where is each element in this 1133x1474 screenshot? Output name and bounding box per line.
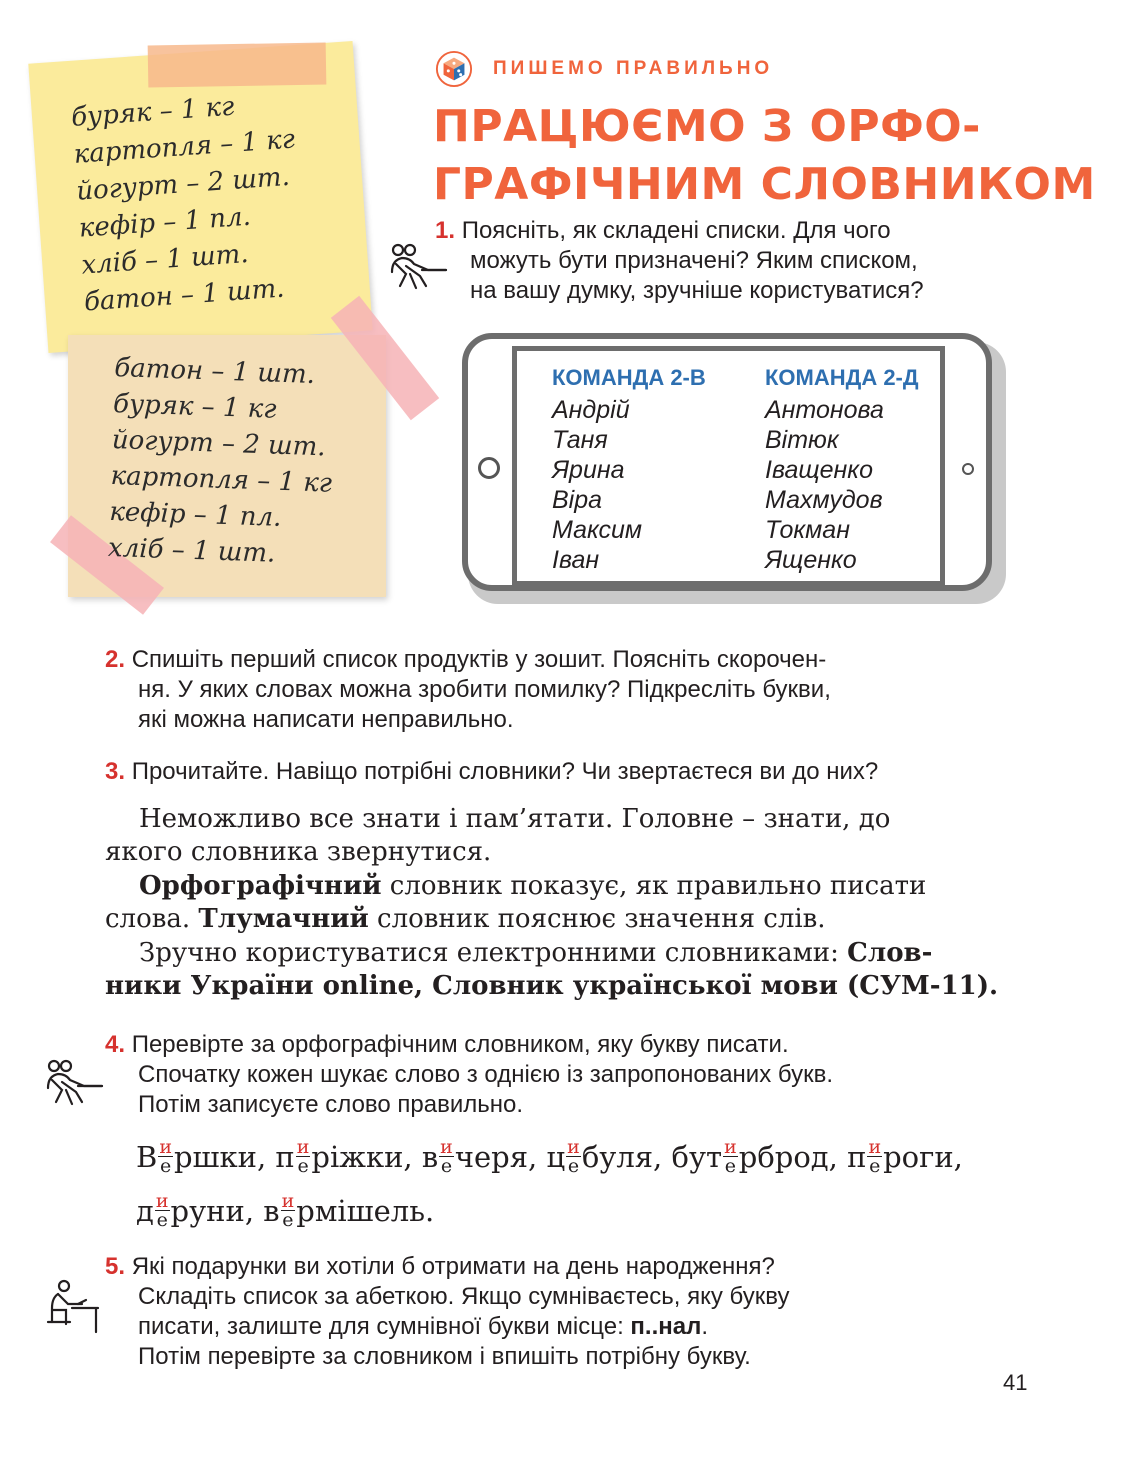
word: в $\frac{и}{е}$ черя, [421,1135,538,1177]
task-text: Прочитайте. Навіщо потрібні словники? Чи звертаєтеся ви до них? [131,758,879,785]
passage-line: ники України online, Словник української мови (СУМ-11). [105,971,999,1001]
team-member: Таня [552,426,608,454]
task-text: ня. У яких словах можна зробити помилку? Підкресліть букви, [138,676,831,703]
team-list-2d [765,365,919,575]
team-member: Максим [552,516,643,544]
term-explanatory: Тлумачний [198,904,369,934]
list-item: буряк – 1 кг [112,388,277,425]
task-text: можуть бути призначені? Яким списком, [470,247,918,274]
list-item: хліб – 1 шт. [80,238,250,281]
spelling-exercise-words [136,1135,963,1248]
title-line: ПРАЦЮЄМО З ОРФО- [433,101,981,152]
task-text: які можна написати неправильно. [138,706,514,733]
team-member: Іван [552,546,600,574]
list-item: батон – 1 шт. [83,273,286,318]
word: в $\frac{и}{е}$ рмішель. [263,1189,435,1231]
task-text: Потім перевірте за словником і впишіть потрібну букву. [138,1343,751,1370]
list-item: картопля – 1 кг [72,124,296,170]
task-text: Потім записуєте слово правильно. [138,1091,524,1118]
list-item: йогурт – 2 шт. [75,161,291,207]
list-item: кефір – 1 пл. [77,201,252,244]
home-button-icon [478,457,500,479]
task-number: 1. [435,217,456,244]
list-item: хліб – 1 шт. [107,532,276,569]
reading-passage [105,803,1035,1003]
task-text: Поясніть, як складені списки. Для чого [461,217,891,244]
task-2 [105,645,1035,735]
team-member: Ященко [765,546,857,574]
passage-line: слова. Тлумачний словник пояснює значення слів. [105,904,826,934]
team-list-2v [552,365,706,575]
task-text: Перевірте за орфографічним словником, яку букву писати. [131,1031,789,1058]
words-line [136,1189,963,1248]
team-member: Токман [765,516,850,544]
shopping-list-unsorted [70,85,306,322]
passage-line: Неможливо все знати і пам’ятати. Головне – знати, до [139,804,891,834]
team-member: Антонова [765,396,884,424]
letter-choice: $\frac{и}{е}$ [440,1135,453,1177]
list-item: йогурт – 2 шт. [111,424,327,463]
group-work-icon [42,1058,106,1122]
team-member: Іващенко [765,456,873,484]
letter-choice: $\frac{и}{е}$ [155,1189,169,1231]
task-number: 2. [105,646,126,673]
team-member: Ярина [552,456,625,484]
team-member: Махмудов [765,486,883,514]
letter-choice: $\frac{и}{е}$ [567,1135,580,1177]
task-number: 5. [105,1253,126,1280]
letter-choice: $\frac{и}{е}$ [296,1135,310,1177]
passage-line: Зручно користуватися електронними словниками: Слов- [139,938,933,968]
title-line: ГРАФІЧНИМ СЛОВНИКОМ [433,159,1096,210]
team-member: Віра [552,486,603,514]
task-text: Спишіть перший список продуктів у зошит. Поясніть скорочен- [131,646,827,673]
team-member: Андрій [552,396,630,424]
passage-line: Орфографічний словник показує, як правильно писати [139,871,927,901]
list-item: картопля – 1 кг [110,460,333,499]
task-text: Складіть список за абеткою. Якщо сумніваєтесь, яку букву [138,1283,790,1310]
task-text: Спочатку кожен шукає слово з однією із запропонованих букв. [138,1061,834,1088]
list-item: буряк – 1 кг [70,91,236,133]
task-text: Які подарунки ви хотіли б отримати на день народження? [131,1253,775,1280]
word: ц $\frac{и}{е}$ буля, [546,1135,663,1177]
word: п $\frac{и}{е}$ роги, [847,1135,963,1177]
list-item: кефір – 1 пл. [108,496,282,533]
passage-line: якого словника звернутися. [105,837,492,867]
letter-choice: $\frac{и}{е}$ [281,1189,295,1231]
task-4 [105,1030,1035,1120]
task-text: писати, залиште для сумнівної букви місце: п..нал. [138,1313,709,1340]
letter-choice: $\frac{и}{е}$ [724,1135,737,1177]
task-3 [105,757,1035,787]
task-number: 3. [105,758,126,785]
task-5 [105,1252,1035,1372]
team-title: КОМАНДА 2-Д [765,365,919,390]
task-number: 4. [105,1031,126,1058]
words-line [136,1135,963,1194]
section-label: ПИШЕМО ПРАВИЛЬНО [493,58,774,79]
page-title [433,98,1096,214]
team-member: Вітюк [765,426,839,454]
letter-choice: $\frac{и}{е}$ [159,1135,172,1177]
word: бут $\frac{и}{е}$ рброд, [671,1135,838,1177]
word: п $\frac{и}{е}$ ріжки, [275,1135,413,1177]
page-number: 41 [1003,1370,1028,1395]
task-text: на вашу думку, зручніше користуватися? [470,277,924,304]
word: В $\frac{и}{е}$ ршки, [136,1135,267,1177]
team-title: КОМАНДА 2-В [552,365,706,390]
term-orthographic: Орфографічний [139,871,382,901]
tape-orange [148,42,327,87]
example-word: п..нал [630,1313,702,1340]
camera-icon [962,463,974,475]
word: д $\frac{и}{е}$ руни, [136,1189,255,1231]
letter-choice: $\frac{и}{е}$ [868,1135,882,1177]
student-at-desk-icon [42,1278,106,1342]
shopping-list-sorted [107,350,336,574]
list-item: батон – 1 шт. [113,352,316,390]
dice-icon [435,50,473,88]
task-1 [435,216,1035,306]
